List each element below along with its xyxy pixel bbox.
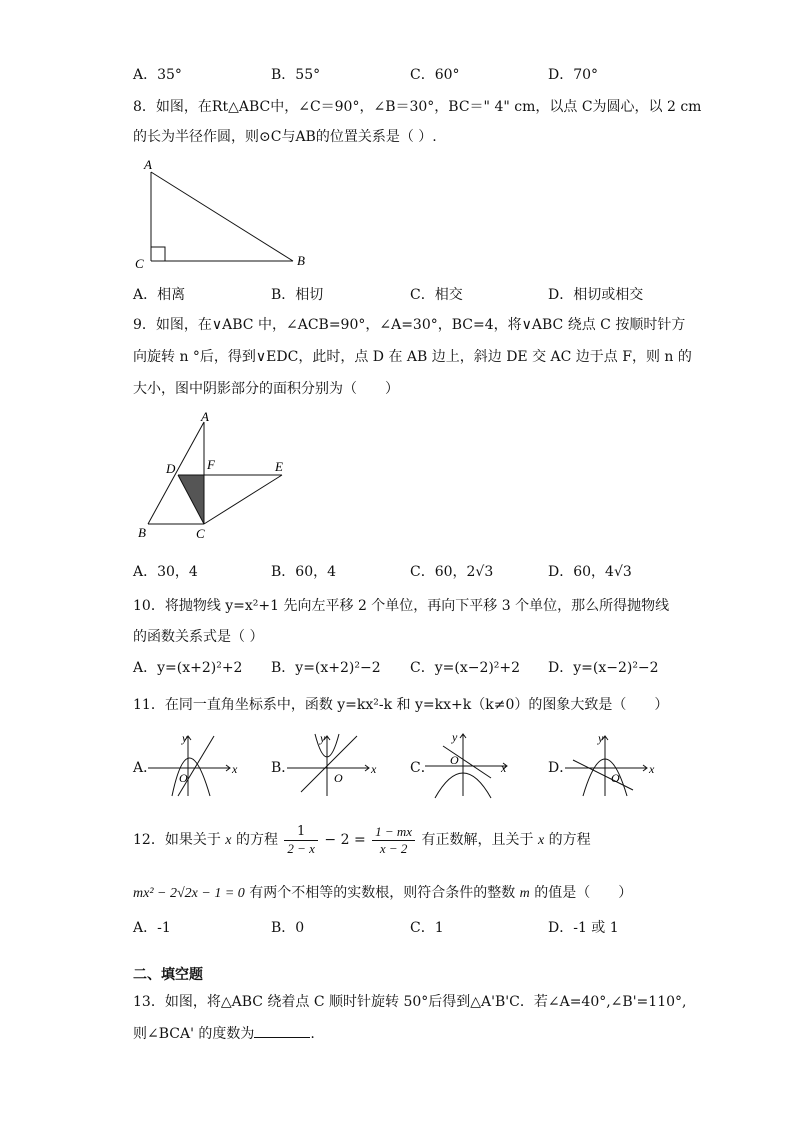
- q8-option-c: C．相交: [410, 287, 463, 303]
- q13-answer-blank[interactable]: [254, 1023, 310, 1038]
- q11-stem: 11．在同一直角坐标系中，函数 y=kx²-k 和 y=kx+k（k≠0）的图象大致是（ ）: [133, 697, 669, 713]
- q12-line2-text: 有两个不相等的实数根，则符合条件的整数: [249, 885, 516, 901]
- q8-figure: [130, 155, 320, 275]
- q9-figure: [130, 410, 300, 545]
- q11-d-origin-label: O: [611, 771, 620, 785]
- q12-fraction-2: [372, 824, 415, 857]
- q13-line2-prefix: 则∠BCA' 的度数为: [133, 1026, 255, 1042]
- q10-option-b: B．y=(x+2)²−2: [271, 660, 381, 676]
- q10-option-d: D．y=(x−2)²−2: [548, 660, 659, 676]
- q9-stem-line3: 大小，图中阴影部分的面积分别为（ ）: [133, 381, 399, 397]
- q10-option-c: C．y=(x−2)²+2: [410, 660, 521, 676]
- q12-fraction-1: [284, 824, 318, 857]
- q12-frac1-denominator: 2 − x: [287, 840, 315, 856]
- q12-mid3: 的方程: [548, 832, 591, 848]
- q12-option-d: D．-1 或 1: [548, 920, 619, 936]
- q9-label-f: F: [207, 457, 215, 472]
- q11-c-x-label: x: [501, 761, 507, 775]
- q9-stem-line1: 9．如图，在∨ABC 中，∠ACB=90°，∠A=30°，BC=4，将∨ABC 绕点 C 按顺时针方: [133, 317, 686, 333]
- q8-option-a: A．相离: [133, 287, 186, 303]
- q8-label-a: A: [144, 157, 152, 172]
- q11-option-c-letter: C．: [410, 760, 435, 776]
- q12-stem-line2: [133, 883, 632, 904]
- q8-option-d: D．相切或相交: [548, 287, 644, 303]
- q11-d-y-label: y: [598, 731, 604, 745]
- q8-stem-line2: 的长为半径作圆，则⊙C与AB的位置关系是（ ）.: [133, 129, 437, 145]
- q9-label-b: B: [138, 525, 146, 540]
- q9-label-c: C: [196, 526, 205, 541]
- q12-frac2-denominator: x − 2: [379, 840, 408, 856]
- q9-option-b: B．60，4: [271, 564, 337, 580]
- q11-option-d-letter: D．: [548, 760, 574, 776]
- q12-minus2: − 2 =: [324, 832, 366, 848]
- q9-option-a: A．30，4: [133, 564, 198, 580]
- section-title-fill-in: 二、填空题: [133, 967, 203, 983]
- q11-option-a-letter: A．: [133, 760, 158, 776]
- q11-graph-c: [425, 728, 520, 800]
- q9-label-a: A: [201, 410, 209, 424]
- q12-frac2-numerator: 1 − mx: [372, 824, 415, 841]
- q9-option-c: C．60，2√3: [410, 564, 494, 580]
- q10-stem-line2: 的函数关系式是（ ）: [133, 629, 264, 645]
- q13-line2-end: .: [310, 1026, 315, 1042]
- q11-b-x-label: x: [371, 762, 377, 776]
- q7-option-c: C．60°: [410, 67, 460, 83]
- q12-stem-line1: [133, 822, 591, 859]
- q8-stem-line1: 8．如图，在Rt△ABC中，∠C＝90°，∠B＝30°，BC＝" 4" cm，以点 C为圆心，以 2 cm: [133, 99, 702, 115]
- q11-a-x-label: x: [232, 762, 238, 776]
- q8-option-b: B．相切: [271, 287, 324, 303]
- q11-graph-d: [565, 730, 660, 800]
- q12-mid2: 有正数解，且关于: [421, 832, 534, 848]
- q12-mid1: 的方程: [235, 832, 278, 848]
- q11-graph-a: [148, 730, 243, 800]
- q11-b-origin-label: O: [334, 771, 343, 785]
- q12-option-a: A．-1: [133, 920, 171, 936]
- q11-b-y-label: y: [320, 731, 326, 745]
- q11-graph-b: [287, 730, 382, 800]
- q11-a-y-label: y: [182, 731, 188, 745]
- q7-option-a: A．35°: [133, 67, 182, 83]
- q12-option-c: C．1: [410, 920, 444, 936]
- q11-a-origin-label: O: [179, 771, 188, 785]
- q12-equation-2: mx² − 2√2x − 1 = 0: [133, 886, 245, 901]
- q7-option-b: B．55°: [271, 67, 321, 83]
- q12-var-x-2: x: [537, 833, 545, 848]
- q9-label-e: E: [275, 459, 283, 474]
- q11-option-b-letter: B．: [271, 760, 296, 776]
- q12-var-m: m: [519, 886, 530, 901]
- q12-var-x: x: [225, 833, 232, 848]
- q11-c-origin-label: O: [450, 753, 459, 767]
- q12-prefix: 12．如果关于: [133, 832, 221, 848]
- q11-c-y-label: y: [452, 730, 458, 744]
- q10-option-a: A．y=(x+2)²+2: [133, 660, 243, 676]
- q13-stem-line1: 13．如图，将△ABC 绕着点 C 顺时针旋转 50°后得到△A'B'C．若∠A=40°,∠B'=110°,: [133, 994, 687, 1010]
- q9-label-d: D: [166, 461, 176, 476]
- q11-d-x-label: x: [649, 762, 655, 776]
- q8-label-b: B: [297, 253, 305, 268]
- q12-line2-end: 的值是（ ）: [534, 885, 633, 901]
- q7-option-d: D．70°: [548, 67, 599, 83]
- q8-label-c: C: [135, 256, 144, 271]
- q9-stem-line2: 向旋转 n °后，得到∨EDC，此时，点 D 在 AB 边上，斜边 DE 交 AC 边于点 F，则 n 的: [133, 349, 692, 365]
- q9-option-d: D．60，4√3: [548, 564, 632, 580]
- q12-option-b: B．0: [271, 920, 305, 936]
- q10-stem-line1: 10．将抛物线 y=x²+1 先向左平移 2 个单位，再向下平移 3 个单位，那么所得抛物线: [133, 598, 670, 614]
- q12-frac1-numerator: 1: [284, 824, 318, 841]
- q13-stem-line2: [133, 1023, 315, 1044]
